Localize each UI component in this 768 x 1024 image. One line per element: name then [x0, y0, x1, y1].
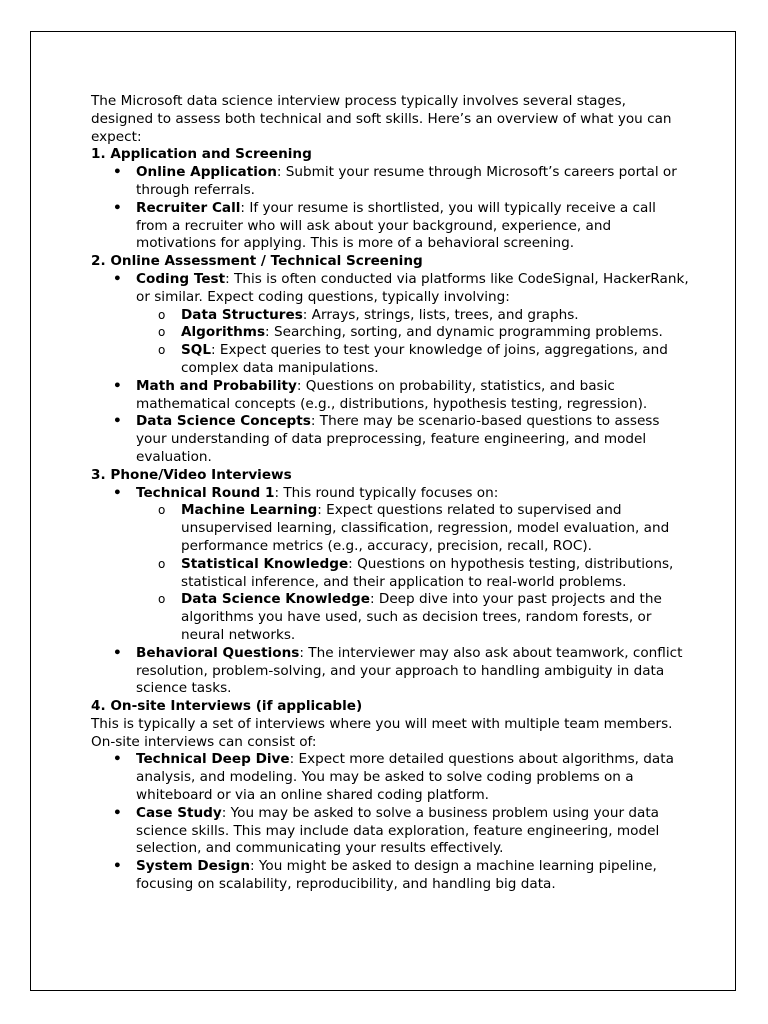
bullet-icon: • [113, 377, 122, 394]
item-text: : This is often conducted via platforms like CodeSignal, HackerRank, or similar. Expect coding questions, typically involving: [136, 270, 689, 305]
sub-bullet-icon: o [158, 325, 166, 340]
bullet-icon: • [113, 484, 122, 501]
intro-paragraph: The Microsoft data science interview process typically involves several stages, designed to assess both technical and soft skills. Here’s an overview of what you can expect: [91, 93, 672, 145]
section-heading: 3. Phone/Video Interviews [91, 466, 292, 483]
item-text: : This round typically focuses on: [274, 484, 499, 501]
item-term: Technical Round 1 [136, 484, 275, 501]
item-term: Algorithms [181, 324, 266, 341]
list-item [91, 858, 691, 894]
list-item [91, 485, 691, 645]
section-4 [91, 698, 691, 894]
sub-bullet-icon: o [158, 556, 166, 571]
sub-bullet-icon: o [158, 343, 166, 358]
document-body [91, 93, 691, 894]
item-text: : You might be asked to design a machine learning pipeline, focusing on scalability, reproducibility, and handling big data. [136, 858, 657, 893]
item-text: : Searching, sorting, and dynamic programming problems. [265, 324, 663, 341]
list-item [91, 200, 691, 253]
item-text: : Arrays, strings, lists, trees, and graphs. [302, 306, 579, 323]
bullet-list [91, 751, 691, 893]
item-text: : The interviewer may also ask about teamwork, conflict resolution, problem-solving, and your approach to handling ambiguity in data science tasks. [136, 644, 683, 697]
item-text: : You may be asked to solve a business problem using your data science skills. This may include data exploration, feature engineering, model selection, and communicating your results effectively. [136, 804, 660, 857]
item-term: Statistical Knowledge [181, 555, 349, 572]
item-text: : Deep dive into your past projects and the algorithms you have used, such as decision trees, random forests, or neural networks. [181, 591, 662, 643]
list-item [91, 805, 691, 858]
item-term: Math and Probability [136, 377, 297, 394]
sub-list-item [136, 591, 691, 644]
item-term: Machine Learning [181, 502, 318, 519]
bullet-icon: • [113, 804, 122, 821]
sub-bullet-icon: o [158, 307, 166, 322]
item-text: : Expect queries to test your knowledge of joins, aggregations, and complex data manipulations. [181, 342, 668, 376]
bullet-icon: • [113, 164, 122, 181]
bullet-icon: • [113, 644, 122, 661]
item-term: SQL [181, 342, 212, 359]
item-term: Online Application [136, 164, 277, 181]
section-heading: 4. On-site Interviews (if applicable) [91, 698, 363, 715]
sub-list [136, 307, 691, 378]
bullet-list [91, 164, 691, 253]
item-text: : Questions on probability, statistics, and basic mathematical concepts (e.g., distributions, hypothesis testing, regression). [136, 377, 648, 412]
list-item [91, 271, 691, 378]
item-term: Behavioral Questions [136, 644, 300, 661]
bullet-icon: • [113, 858, 122, 875]
list-item [91, 164, 691, 200]
list-item [91, 645, 691, 698]
item-term: Data Structures [181, 306, 303, 323]
section-heading: 2. Online Assessment / Technical Screening [91, 253, 423, 270]
item-term: Coding Test [136, 270, 226, 287]
item-text: : Submit your resume through Microsoft’s careers portal or through referrals. [136, 164, 677, 198]
item-term: Technical Deep Dive [136, 751, 290, 768]
bullet-icon: • [113, 413, 122, 430]
item-text: : Expect more detailed questions about algorithms, data analysis, and modeling. You may be asked to solve coding problems on a whiteboard or via an online shared coding platform. [136, 751, 674, 804]
item-text: : Questions on hypothesis testing, distributions, statistical inference, and their application to real-world problems. [181, 555, 674, 590]
item-term: System Design [136, 858, 251, 875]
bullet-list [91, 271, 691, 467]
bullet-icon: • [113, 751, 122, 768]
item-term: Recruiter Call [136, 199, 241, 216]
bullet-icon: • [113, 270, 122, 287]
sub-list-item [136, 324, 691, 342]
section-1 [91, 146, 691, 253]
sub-list-item [136, 556, 691, 592]
list-item [91, 413, 691, 466]
sub-list [136, 502, 691, 644]
bullet-list [91, 485, 691, 699]
section-3 [91, 467, 691, 698]
sections [91, 146, 691, 893]
section-heading: 1. Application and Screening [91, 146, 312, 163]
item-text: : Expect questions related to supervised and unsupervised learning, classification, regression, model evaluation, and performance metrics (e.g., accuracy, precision, recall, ROC). [181, 502, 670, 554]
section-lead: This is typically a set of interviews where you will meet with multiple team members. On-site interviews can consist of: [91, 715, 673, 750]
item-text: : If your resume is shortlisted, you will typically receive a call from a recruiter who will ask about your background, experience, and motivations for applying. This is more of a behavioral screening. [136, 199, 656, 252]
list-item [91, 751, 691, 804]
item-term: Case Study [136, 804, 222, 821]
list-item [91, 378, 691, 414]
item-term: Data Science Knowledge [181, 591, 370, 608]
sub-list-item [136, 342, 691, 378]
sub-list-item [136, 307, 691, 325]
item-text: : There may be scenario-based questions to assess your understanding of data preprocessing, feature engineering, and model evaluation. [136, 413, 660, 465]
sub-list-item [136, 502, 691, 555]
section-2 [91, 253, 691, 467]
sub-bullet-icon: o [158, 592, 166, 607]
sub-bullet-icon: o [158, 503, 166, 518]
item-term: Data Science Concepts [136, 413, 311, 430]
bullet-icon: • [113, 199, 122, 216]
document-page [30, 31, 736, 991]
